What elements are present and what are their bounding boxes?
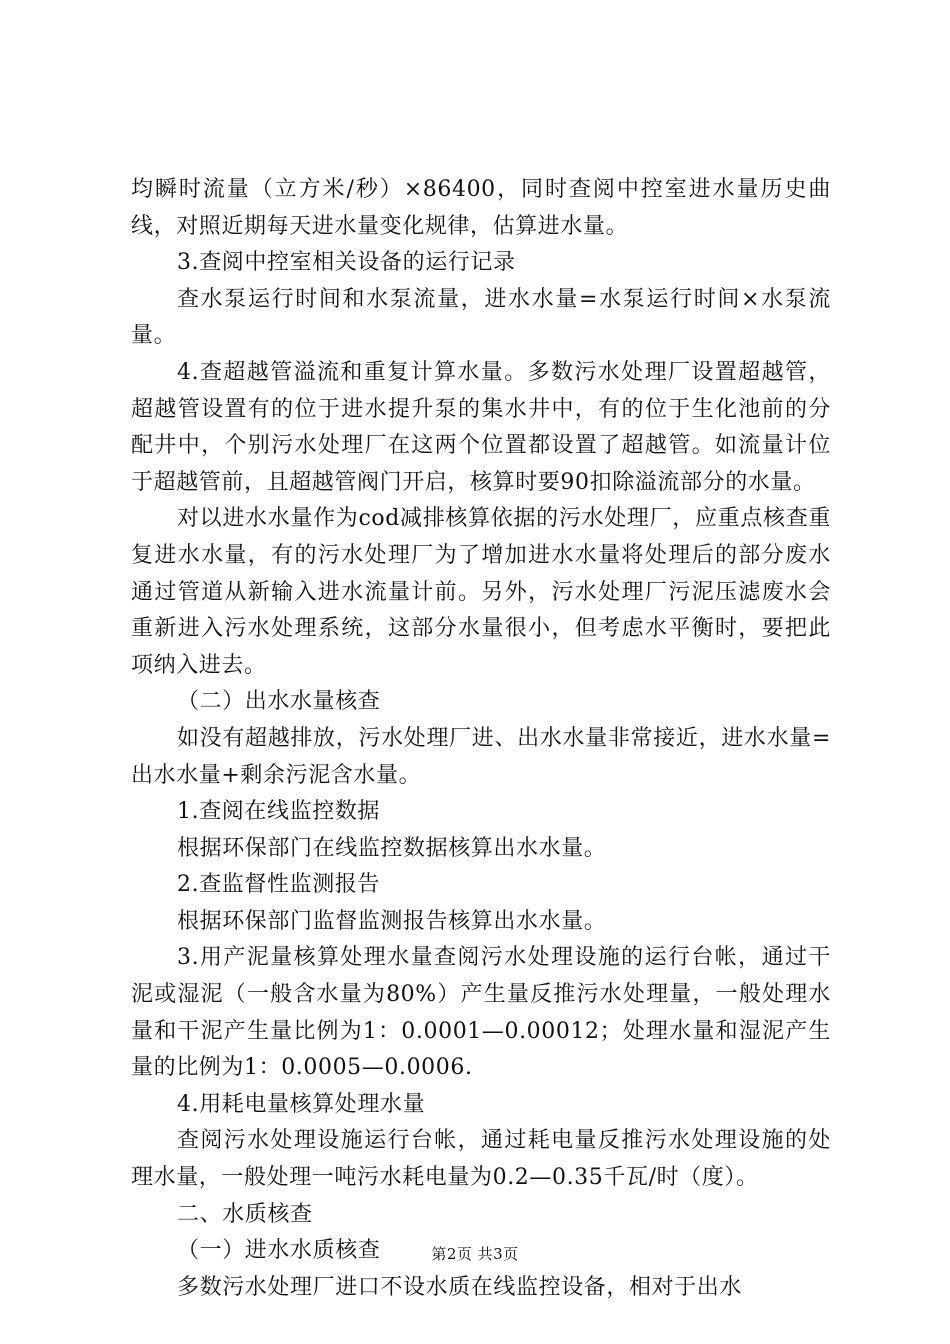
paragraph-4: 对以进水水量作为cod减排核算依据的污水处理厂，应重点核查重复进水水量，有的污水处理厂为了增加进水水量将处理后的部分废水通过管道从新输入进水流量计前。另外，污水处理厂污泥压滤废水会重新进入污水处理系统，这部分水量很小，但考虑水平衡时，要把此项纳入进去。: [131, 506, 831, 678]
paragraph-12: 4.用耗电量核算处理水量: [177, 1091, 426, 1117]
paragraph-16: 多数污水处理厂进口不设水质在线监控设备，相对于出水: [177, 1274, 743, 1300]
paragraph-6: 如没有超越排放，污水处理厂进、出水水量非常接近，进水水量=出水水量+剩余污泥含水量。: [131, 725, 831, 788]
paragraph-15: （一）进水水质核查: [177, 1238, 381, 1264]
page-footer: [0, 1244, 950, 1264]
paragraph-5: （二）出水水量核查: [177, 689, 381, 715]
paragraph-7: 1.查阅在线监控数据: [177, 799, 380, 825]
paragraph-2: 查水泵运行时间和水泵流量，进水水量=水泵运行时间×水泵流量。: [131, 286, 831, 349]
document-body: [131, 172, 831, 1306]
paragraph-10: 根据环保部门监督监测报告核算出水水量。: [177, 908, 607, 934]
paragraph-11: 3.用产泥量核算处理水量查阅污水处理设施的运行台帐，通过干泥或湿泥（一般含水量为80%）产生量反推污水处理量，一般处理水量和干泥产生量比例为1：0.0001—0.00012；处理水量和湿泥产生量的比例为1：0.0005—0.0006.: [131, 945, 831, 1081]
paragraph-13: 查阅污水处理设施运行台帐，通过耗电量反推污水处理设施的处理水量，一般处理一吨污水耗电量为0.2—0.35千瓦/时（度）。: [131, 1128, 831, 1191]
paragraph-3: 4.查超越管溢流和重复计算水量。多数污水处理厂设置超越管，超越管设置有的位于进水提升泵的集水井中，有的位于生化池前的分配井中，个别污水处理厂在这两个位置都设置了超越管。如流量计位于超越管前，且超越管阀门开启，核算时要90扣除溢流部分的水量。: [131, 359, 831, 495]
paragraph-9: 2.查监督性监测报告: [177, 872, 380, 898]
page-number-label: 第2页 共3页: [431, 1245, 519, 1263]
paragraph-8: 根据环保部门在线监控数据核算出水水量。: [177, 835, 607, 861]
paragraph-0: 均瞬时流量（立方米/秒）×86400，同时查阅中控室进水量历史曲线，对照近期每天进水量变化规律，估算进水量。: [131, 177, 831, 239]
paragraph-14: 二、水质核查: [177, 1201, 313, 1227]
paragraph-1: 3.查阅中控室相关设备的运行记录: [177, 250, 516, 276]
